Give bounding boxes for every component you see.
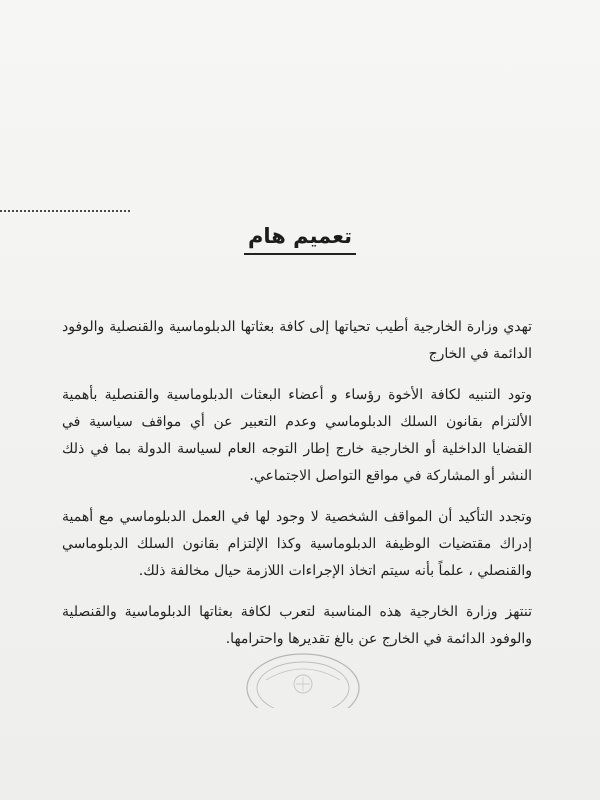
paragraph-notice: وتود التنبيه لكافة الأخوة رؤساء و أعضاء البعثات الدبلوماسية والقنصلية بأهمية الألتزام بقانون السلك الدبلوماسي وعدم التعبير عن أي مواقف سياسية في القضايا الداخلية أو الخارجية خارج إطار التوجه العام لسياسة الدولة بما في ذلك النشر أو المشاركة في مواقع التواصل الاجتماعي. — [62, 387, 532, 484]
ministry-seal-icon — [244, 650, 362, 708]
dotted-edge-line — [0, 210, 130, 212]
paragraph-closing: تنتهز وزارة الخارجية هذه المناسبة لتعرب لكافة بعثاتها الدبلوماسية والقنصلية والوفود الدائمة في الخارج عن بالغ تقديرها واحترامها. — [62, 604, 532, 647]
paragraph-greeting: تهدي وزارة الخارجية أطيب تحياتها إلى كافة بعثاتها الدبلوماسية والقنصلية والوفود الدائمة في الخارج — [62, 319, 532, 362]
document-body — [62, 314, 532, 667]
paragraph-emphasis: وتجدد التأكيد أن المواقف الشخصية لا وجود لها في العمل الدبلوماسي مع أهمية إدراك مقتضيات الوظيفة الدبلوماسية وكذا الإلتزام بقانون السلك الدبلوماسي والقنصلي ، علماً بأنه سيتم اتخاذ الإجراءات اللازمة حيال مخالفة ذلك. — [62, 509, 532, 579]
document-title: تعميم هام — [244, 224, 356, 255]
title-container — [0, 224, 600, 255]
